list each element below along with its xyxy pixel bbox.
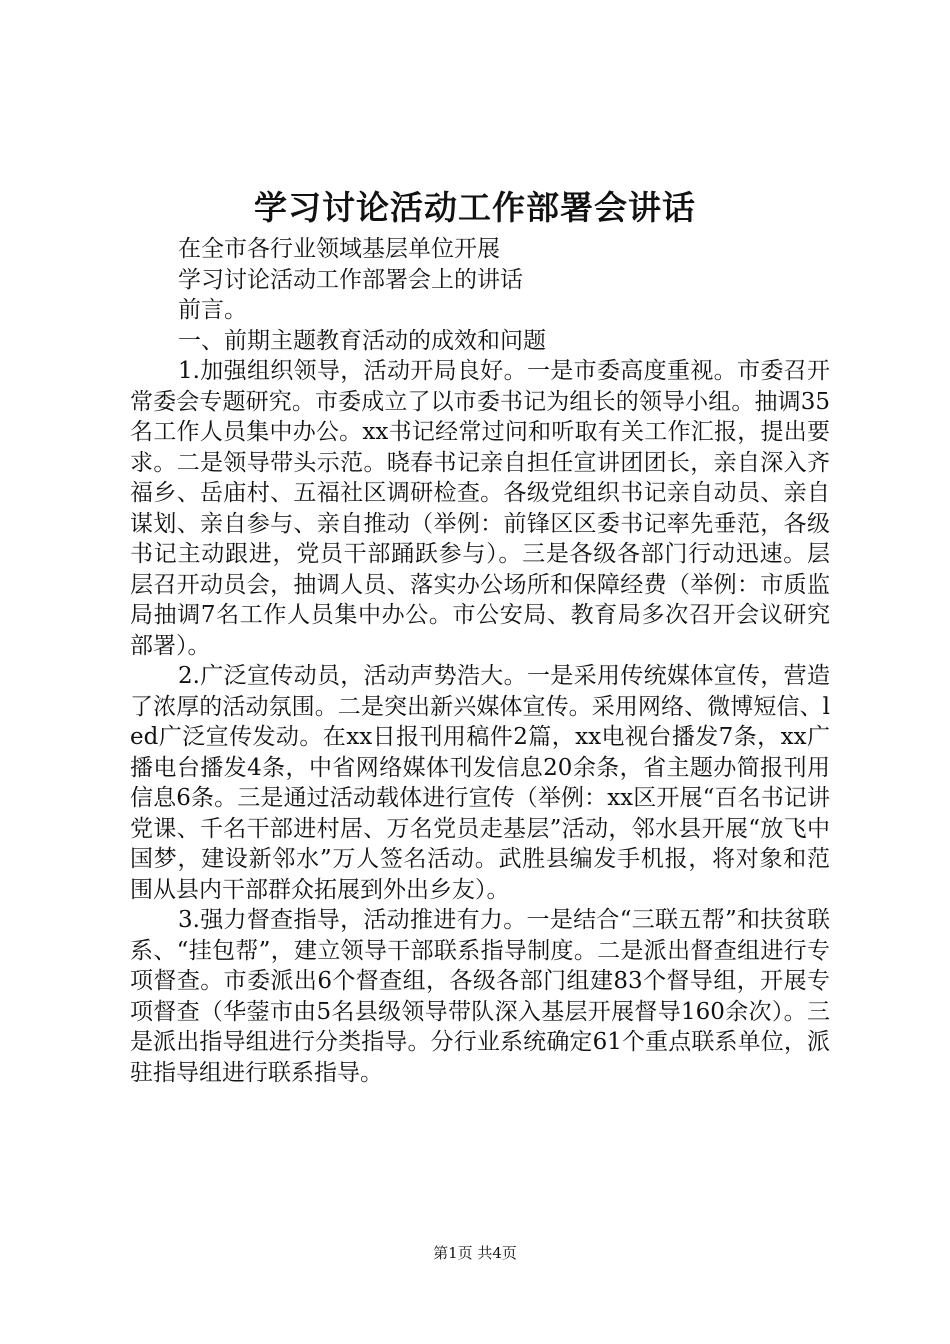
paragraph-3: 3.强力督查指导，活动推进有力。一是结合“三联五帮”和扶贫联系、“挂包帮”，建立领导干部联系指导制度。二是派出督查组进行专项督查。市委派出6个督查组，各级各部门组建83个督导组，开展专项督查（华蓥市由5名县级领导带队深入基层开展督导160余次）。三是派出指导组进行分类指导。分行业系统确定61个重点联系单位，派驻指导组进行联系指导。 bbox=[130, 907, 830, 1086]
document-title: 学习讨论活动工作部署会讲话 bbox=[254, 188, 696, 227]
page-number-footer: 第1页 共4页 bbox=[433, 1244, 517, 1262]
subtitle-line-1: 在全市各行业领域基层单位开展 bbox=[178, 236, 500, 262]
paragraph-1: 1.加强组织领导，活动开局良好。一是市委高度重视。市委召开常委会专题研究。市委成立了以市委书记为组长的领导小组。抽调35名工作人员集中办公。xx书记经常过问和听取有关工作汇报，提出要求。二是领导带头示范。晓春书记亲自担任宣讲团团长，亲自深入齐福乡、岳庙村、五福社区调研检查。各级党组织书记亲自动员、亲自谋划、亲自参与、亲自推动（举例：前锋区区委书记率先垂范，各级书记主动跟进，党员干部踊跃参与）。三是各级各部门行动迅速。层层召开动员会，抽调人员、落实办公场所和保障经费（举例：市质监局抽调7名工作人员集中办公。市公安局、教育局多次召开会议研究部署）。 bbox=[130, 358, 830, 659]
paragraph-2: 2.广泛宣传动员，活动声势浩大。一是采用传统媒体宣传，营造了浓厚的活动氛围。二是突出新兴媒体宣传。采用网络、微博短信、led广泛宣传发动。在xx日报刊用稿件2篇，xx电视台播发7条，xx广播电台播发4条，中省网络媒体刊发信息20余条，省主题办简报刊用信息6条。三是通过活动载体进行宣传（举例：xx区开展“百名书记讲党课、千名干部进村居、万名党员走基层”活动，邻水县开展“放飞中国梦，建设新邻水”万人签名活动。武胜县编发手机报，将对象和范围从县内干部群众拓展到外出乡友）。 bbox=[130, 663, 830, 903]
subtitle-line-2: 学习讨论活动工作部署会上的讲话 bbox=[178, 266, 523, 293]
document-body bbox=[130, 234, 830, 1088]
preface-line: 前言。 bbox=[178, 297, 247, 323]
section-heading: 一、前期主题教育活动的成效和问题 bbox=[178, 327, 546, 354]
